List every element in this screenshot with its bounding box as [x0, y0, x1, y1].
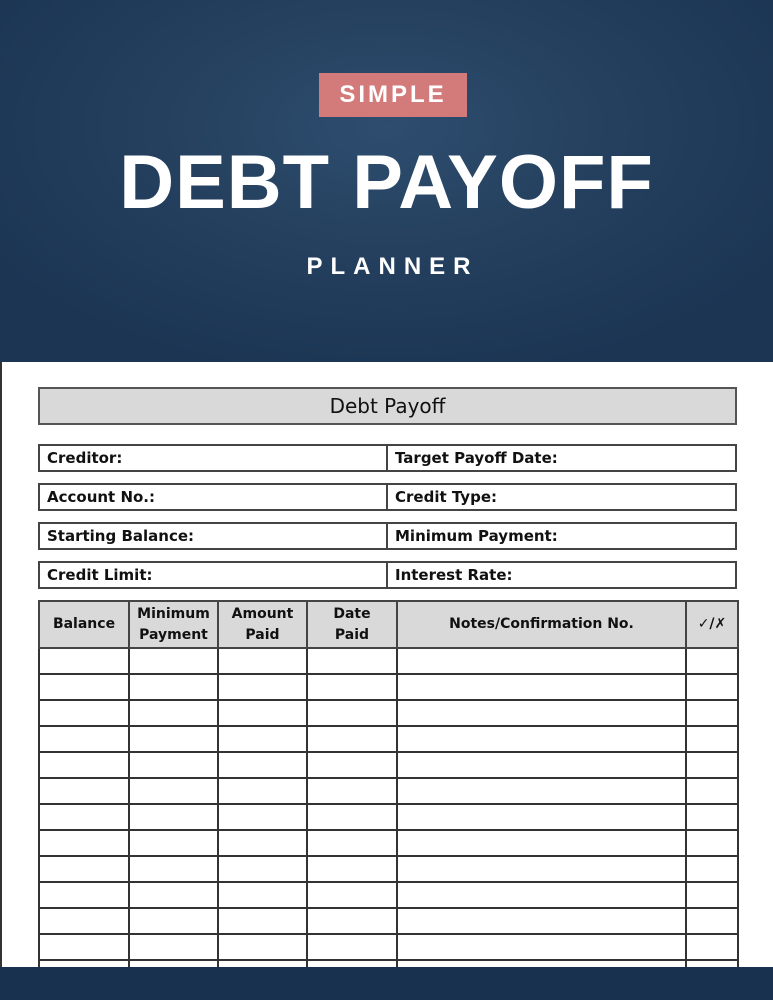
- date-paid-cell[interactable]: [307, 674, 397, 700]
- check-cell[interactable]: [686, 882, 738, 908]
- notes-cell[interactable]: [397, 934, 686, 960]
- amount-paid-cell[interactable]: [218, 934, 307, 960]
- target-payoff-date-field[interactable]: Target Payoff Date:: [395, 449, 558, 467]
- balance-cell[interactable]: [39, 856, 129, 882]
- date-paid-cell[interactable]: [307, 882, 397, 908]
- amount-paid-cell[interactable]: [218, 804, 307, 830]
- notes-cell[interactable]: [397, 674, 686, 700]
- cover-header: [0, 0, 773, 362]
- minimum-payment-cell[interactable]: [129, 752, 218, 778]
- table-body: [39, 648, 738, 986]
- minimum-payment-cell[interactable]: [129, 700, 218, 726]
- amount-paid-cell[interactable]: [218, 726, 307, 752]
- minimum-payment-cell[interactable]: [129, 726, 218, 752]
- column-header-minimum-payment: Minimum Payment: [129, 601, 218, 648]
- balance-cell[interactable]: [39, 882, 129, 908]
- balance-cell[interactable]: [39, 830, 129, 856]
- check-cell[interactable]: [686, 908, 738, 934]
- starting-balance-field[interactable]: Starting Balance:: [40, 524, 388, 548]
- notes-cell[interactable]: [397, 830, 686, 856]
- payment-log-table: [38, 600, 739, 987]
- balance-cell[interactable]: [39, 674, 129, 700]
- date-paid-cell[interactable]: [307, 700, 397, 726]
- balance-cell[interactable]: [39, 752, 129, 778]
- notes-cell[interactable]: [397, 648, 686, 674]
- date-paid-cell[interactable]: [307, 804, 397, 830]
- amount-paid-cell[interactable]: [218, 908, 307, 934]
- amount-paid-cell[interactable]: [218, 778, 307, 804]
- table-row: [39, 700, 738, 726]
- amount-paid-cell[interactable]: [218, 648, 307, 674]
- notes-cell[interactable]: [397, 908, 686, 934]
- check-cell[interactable]: [686, 700, 738, 726]
- table-row: [39, 674, 738, 700]
- check-cell[interactable]: [686, 934, 738, 960]
- cover-title: DEBT PAYOFF: [119, 140, 654, 225]
- amount-paid-cell[interactable]: [218, 830, 307, 856]
- creditor-field[interactable]: Creditor:: [40, 446, 388, 470]
- info-row-creditor: [38, 444, 737, 472]
- column-header-notes: Notes/Confirmation No.: [397, 601, 686, 648]
- amount-paid-cell[interactable]: [218, 674, 307, 700]
- table-row: [39, 804, 738, 830]
- table-row: [39, 648, 738, 674]
- info-row-balance: [38, 522, 737, 550]
- amount-paid-cell[interactable]: [218, 856, 307, 882]
- notes-cell[interactable]: [397, 752, 686, 778]
- table-row: [39, 882, 738, 908]
- minimum-payment-cell[interactable]: [129, 648, 218, 674]
- check-cell[interactable]: [686, 648, 738, 674]
- date-paid-cell[interactable]: [307, 648, 397, 674]
- column-header-balance: Balance: [39, 601, 129, 648]
- table-header-row: [39, 601, 738, 648]
- balance-cell[interactable]: [39, 726, 129, 752]
- minimum-payment-cell[interactable]: [129, 856, 218, 882]
- amount-paid-cell[interactable]: [218, 882, 307, 908]
- minimum-payment-cell[interactable]: [129, 674, 218, 700]
- check-cell[interactable]: [686, 752, 738, 778]
- table-row: [39, 830, 738, 856]
- notes-cell[interactable]: [397, 804, 686, 830]
- notes-cell[interactable]: [397, 778, 686, 804]
- date-paid-cell[interactable]: [307, 908, 397, 934]
- date-paid-cell[interactable]: [307, 726, 397, 752]
- date-paid-cell[interactable]: [307, 856, 397, 882]
- balance-cell[interactable]: [39, 804, 129, 830]
- balance-cell[interactable]: [39, 778, 129, 804]
- check-cell[interactable]: [686, 830, 738, 856]
- column-header-check-x: [686, 601, 738, 648]
- minimum-payment-cell[interactable]: [129, 908, 218, 934]
- info-row-account: [38, 483, 737, 511]
- table-row: [39, 908, 738, 934]
- date-paid-cell[interactable]: [307, 778, 397, 804]
- minimum-payment-cell[interactable]: [129, 934, 218, 960]
- notes-cell[interactable]: [397, 700, 686, 726]
- amount-paid-cell[interactable]: [218, 700, 307, 726]
- bottom-band: [0, 967, 773, 1000]
- interest-rate-field[interactable]: Interest Rate:: [395, 566, 513, 584]
- check-cell[interactable]: [686, 674, 738, 700]
- check-cell[interactable]: [686, 726, 738, 752]
- minimum-payment-field[interactable]: Minimum Payment:: [395, 527, 558, 545]
- date-paid-cell[interactable]: [307, 830, 397, 856]
- balance-cell[interactable]: [39, 934, 129, 960]
- balance-cell[interactable]: [39, 908, 129, 934]
- table-row: [39, 752, 738, 778]
- notes-cell[interactable]: [397, 856, 686, 882]
- minimum-payment-cell[interactable]: [129, 804, 218, 830]
- form-title: Debt Payoff: [38, 387, 737, 425]
- date-paid-cell[interactable]: [307, 934, 397, 960]
- table-row: [39, 856, 738, 882]
- table-row: [39, 934, 738, 960]
- minimum-payment-cell[interactable]: [129, 830, 218, 856]
- check-cell[interactable]: [686, 778, 738, 804]
- balance-cell[interactable]: [39, 700, 129, 726]
- check-x-icon: ✓/✗: [697, 616, 727, 632]
- notes-cell[interactable]: [397, 726, 686, 752]
- table-row: [39, 726, 738, 752]
- column-header-amount-paid: Amount Paid: [218, 601, 307, 648]
- check-cell[interactable]: [686, 856, 738, 882]
- table-row: [39, 778, 738, 804]
- credit-type-field[interactable]: Credit Type:: [395, 488, 497, 506]
- check-cell[interactable]: [686, 804, 738, 830]
- column-header-date-paid: Date Paid: [307, 601, 397, 648]
- minimum-payment-cell[interactable]: [129, 882, 218, 908]
- amount-paid-cell[interactable]: [218, 752, 307, 778]
- notes-cell[interactable]: [397, 882, 686, 908]
- credit-limit-field[interactable]: Credit Limit:: [40, 563, 388, 587]
- date-paid-cell[interactable]: [307, 752, 397, 778]
- info-row-limit: [38, 561, 737, 589]
- account-no-field[interactable]: Account No.:: [40, 485, 388, 509]
- balance-cell[interactable]: [39, 648, 129, 674]
- simple-badge: SIMPLE: [319, 73, 467, 117]
- cover-subtitle: PLANNER: [306, 253, 479, 280]
- minimum-payment-cell[interactable]: [129, 778, 218, 804]
